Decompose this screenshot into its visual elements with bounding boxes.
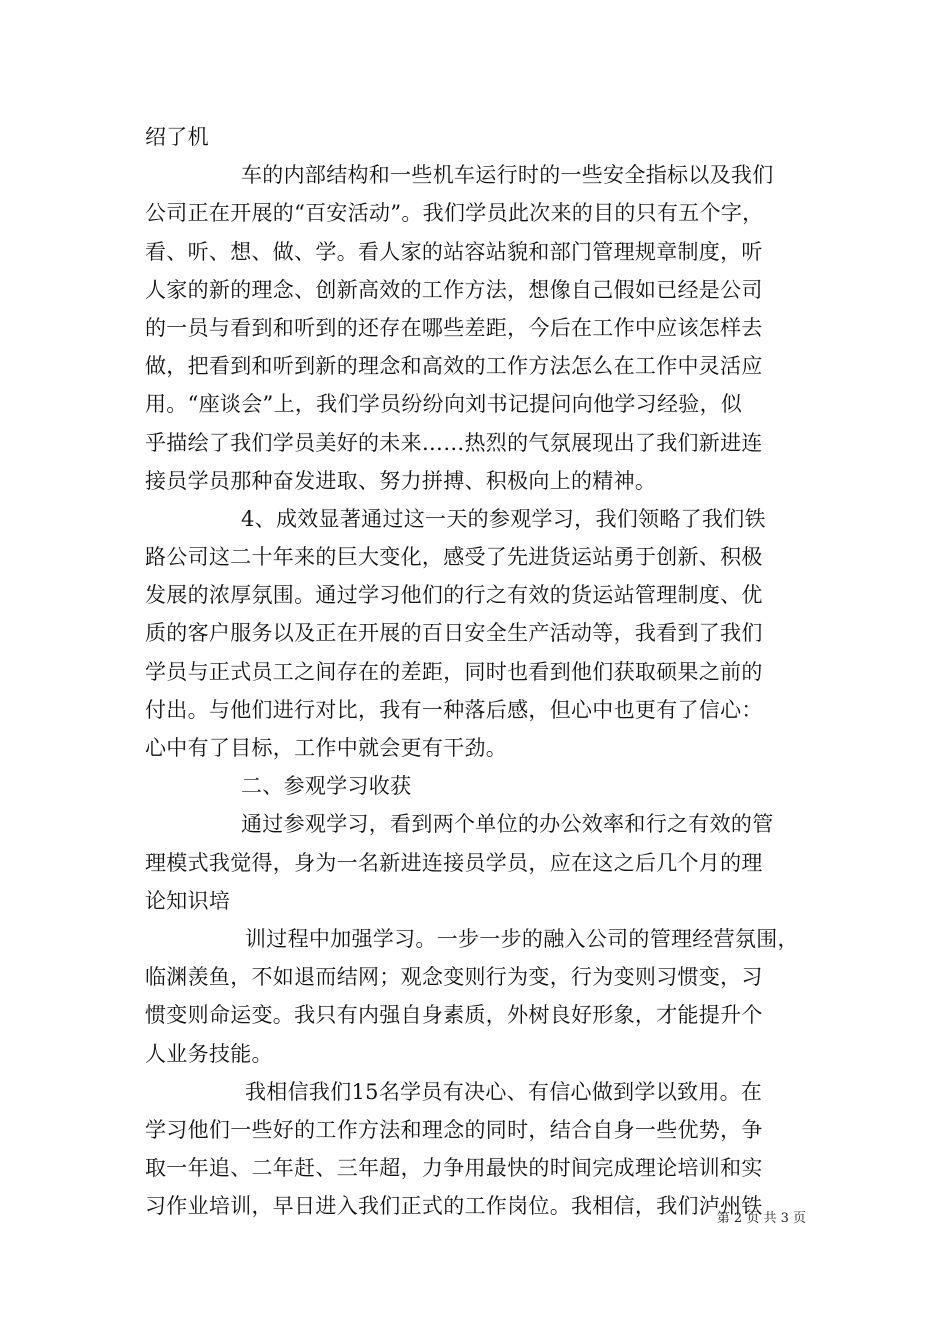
text-line: 公司正在开展的“百安活动”。我们学员此次来的目的只有五个字， <box>145 201 764 226</box>
text-line: 路公司这二十年来的巨大变化，感受了先进货运站勇于创新、积极 <box>145 545 763 570</box>
text-line: 学习他们一些好的工作方法和理念的同时，结合自身一些优势，争 <box>145 1117 763 1142</box>
text-line: 4、成效显著通过这一天的参观学习，我们领略了我们铁 <box>241 506 766 531</box>
text-line: 学员与正式员工之间存在的差距，同时也看到他们获取硕果之前的 <box>145 659 763 684</box>
text-line: 绍了机 <box>145 125 209 149</box>
body-text <box>145 118 810 1225</box>
text-line: 用。“座谈会”上，我们学员纷纷向刘书记提问向他学习经验，似 <box>145 392 743 417</box>
text-line: 通过参观学习，看到两个单位的办公效率和行之有效的管 <box>241 812 774 837</box>
text-line: 习作业培训，早日进入我们正式的工作岗位。我相信，我们泸州铁 <box>145 1194 763 1219</box>
text-line: 付出。与他们进行对比，我有一种落后感，但心中也更有了信心： <box>145 697 763 722</box>
section-heading: 二、参观学习收获 <box>241 774 412 799</box>
text-line: 论知识培 <box>145 888 231 913</box>
text-line: 我相信我们15名学员有决心、有信心做到学以致用。在 <box>245 1079 763 1104</box>
text-line: 质的客户服务以及正在开展的百日安全生产活动等，我看到了我们 <box>145 621 763 646</box>
text-line: 人家的新的理念、创新高效的工作方法，想像自己假如已经是公司 <box>145 277 763 302</box>
text-line: 心中有了目标，工作中就会更有干劲。 <box>145 736 508 760</box>
text-line: 车的内部结构和一些机车运行时的一些安全指标以及我们 <box>241 163 774 188</box>
text-line: 取一年追、二年赶、三年超，力争用最快的时间完成理论培训和实 <box>145 1156 763 1181</box>
text-line: 看、听、想、做、学。看人家的站容站貌和部门管理规章制度，听 <box>145 239 763 264</box>
text-line: 接员学员那种奋发进取、努力拼搏、积极向上的精神。 <box>145 468 657 493</box>
text-line: 的一员与看到和听到的还存在哪些差距，今后在工作中应该怎样去 <box>145 315 763 340</box>
text-line: 惯变则命运变。我只有内强自身素质，外树良好形象，才能提升个 <box>145 1003 763 1028</box>
text-line: 人业务技能。 <box>145 1041 273 1066</box>
text-line: 乎描绘了我们学员美好的未来……热烈的气氛展现出了我们新进连 <box>145 430 763 455</box>
text-line: 发展的浓厚氛围。通过学习他们的行之有效的货运站管理制度、优 <box>145 583 763 608</box>
text-line: 理模式我觉得，身为一名新进连接员学员，应在这之后几个月的理 <box>145 850 763 875</box>
text-line: 做，把看到和听到新的理念和高效的工作方法怎么在工作中灵活应 <box>145 354 763 379</box>
page-indicator: 第 2 页 共 3 页 <box>716 1211 806 1226</box>
text-line: 临渊羡鱼，不如退而结网；观念变则行为变，行为变则习惯变，习 <box>145 965 763 990</box>
text-line: 训过程中加强学习。一步一步的融入公司的管理经营氛围， <box>245 926 799 951</box>
